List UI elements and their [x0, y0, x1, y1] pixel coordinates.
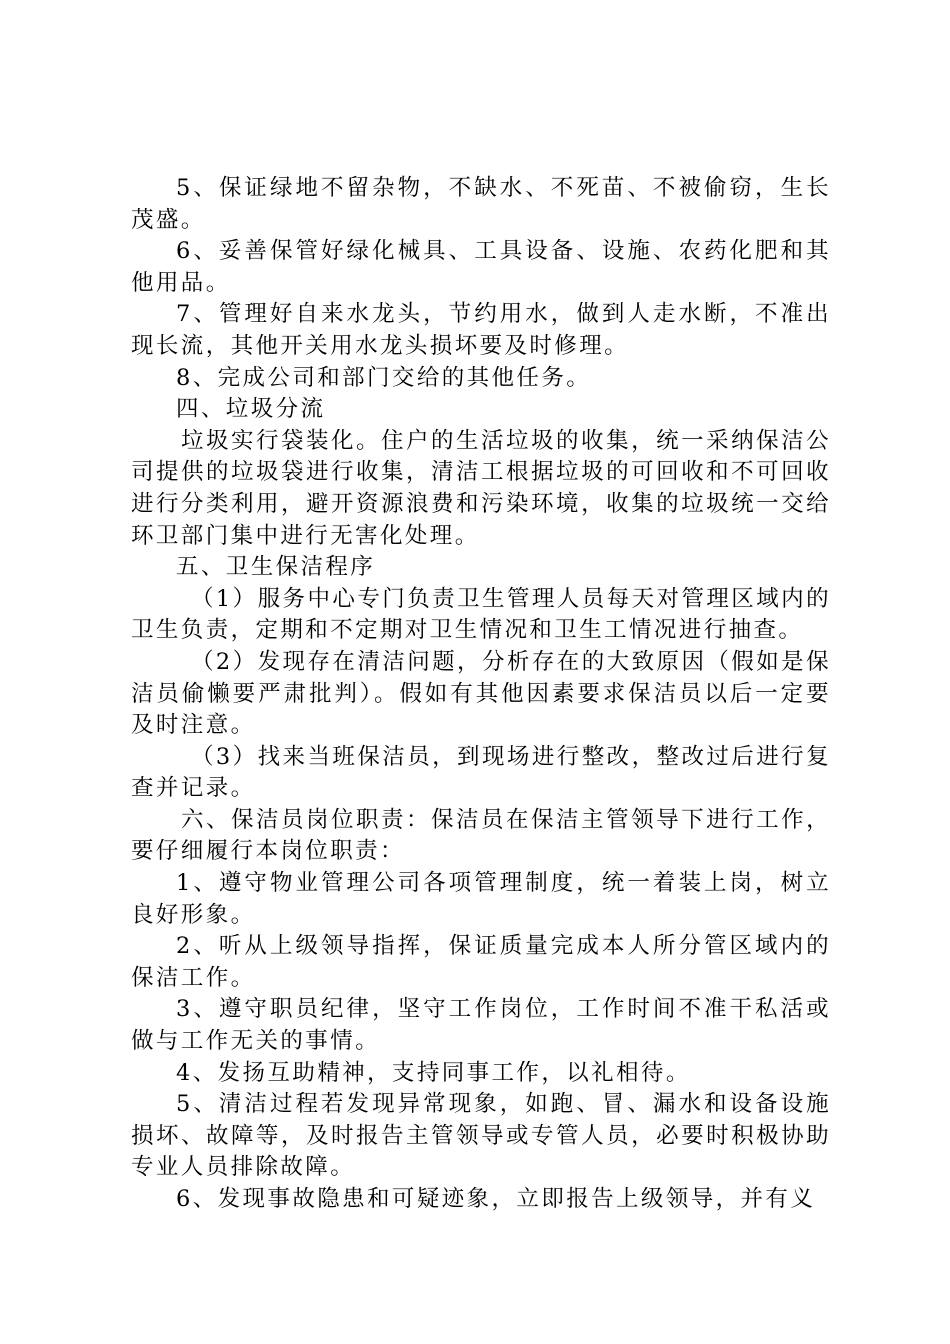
- section-heading-garbage-sorting: 四、垃圾分流: [176, 396, 326, 423]
- section-heading-cleaning-procedure: 五、卫生保洁程序: [176, 554, 376, 581]
- paragraph-greenery-item-7: 7、管理好自来水龙头，节约用水，做到人走水断，不准出现长流，其他开关用水龙头损坏要及时修理。: [131, 301, 831, 359]
- paragraph-duty-item-4: 4、发扬互助精神，支持同事工作，以礼相待。: [176, 1059, 691, 1086]
- paragraph-greenery-item-8: 8、完成公司和部门交给的其他任务。: [176, 364, 592, 391]
- paragraph-procedure-step-3: （3）找来当班保洁员，到现场进行整改，整改过后进行复查并记录。: [131, 743, 831, 802]
- paragraph-duty-item-2: 2、听从上级领导指挥，保证质量完成本人所分管区域内的保洁工作。: [131, 933, 831, 991]
- paragraph-garbage-sorting: 垃圾实行袋装化。住户的生活垃圾的收集，统一采纳保洁公司提供的垃圾袋进行收集，清洁工根据垃圾的可回收和不可回收进行分类利用，避开资源浪费和污染环境，收集的垃圾统一交给环卫部门集中进行无害化处理。: [131, 427, 831, 549]
- paragraph-duty-item-6: 6、发现事故隐患和可疑迹象，立即报告上级领导，并有义: [176, 1186, 816, 1212]
- paragraph-duty-item-1: 1、遵守物业管理公司各项管理制度，统一着装上岗，树立良好形象。: [131, 870, 831, 928]
- document-body: [131, 173, 831, 1216]
- paragraph-greenery-item-5: 5、保证绿地不留杂物，不缺水、不死苗、不被偷窃，生长茂盛。: [131, 175, 831, 233]
- paragraph-procedure-step-2: （2）发现存在清洁问题，分析存在的大致原因（假如是保洁员偷懒要严肃批判）。假如有其他因素要求保洁员以后一定要及时注意。: [131, 648, 831, 739]
- paragraph-greenery-item-6: 6、妥善保管好绿化械具、工具设备、设施、农药化肥和其他用品。: [131, 238, 831, 296]
- paragraph-procedure-step-1: （1）服务中心专门负责卫生管理人员每天对管理区域内的卫生负责，定期和不定期对卫生情况和卫生工情况进行抽查。: [131, 585, 831, 644]
- paragraph-duty-item-3: 3、遵守职员纪律，坚守工作岗位，工作时间不准干私活或做与工作无关的事情。: [131, 996, 831, 1055]
- paragraph-duty-item-5: 5、清洁过程若发现异常现象，如跑、冒、漏水和设备设施损坏、故障等，及时报告主管领导或专管人员，必要时积极协助专业人员排除故障。: [131, 1091, 831, 1181]
- section-heading-cleaner-duties: 六、保洁员岗位职责：保洁员在保洁主管领导下进行工作，要仔细履行本岗位职责：: [131, 806, 831, 865]
